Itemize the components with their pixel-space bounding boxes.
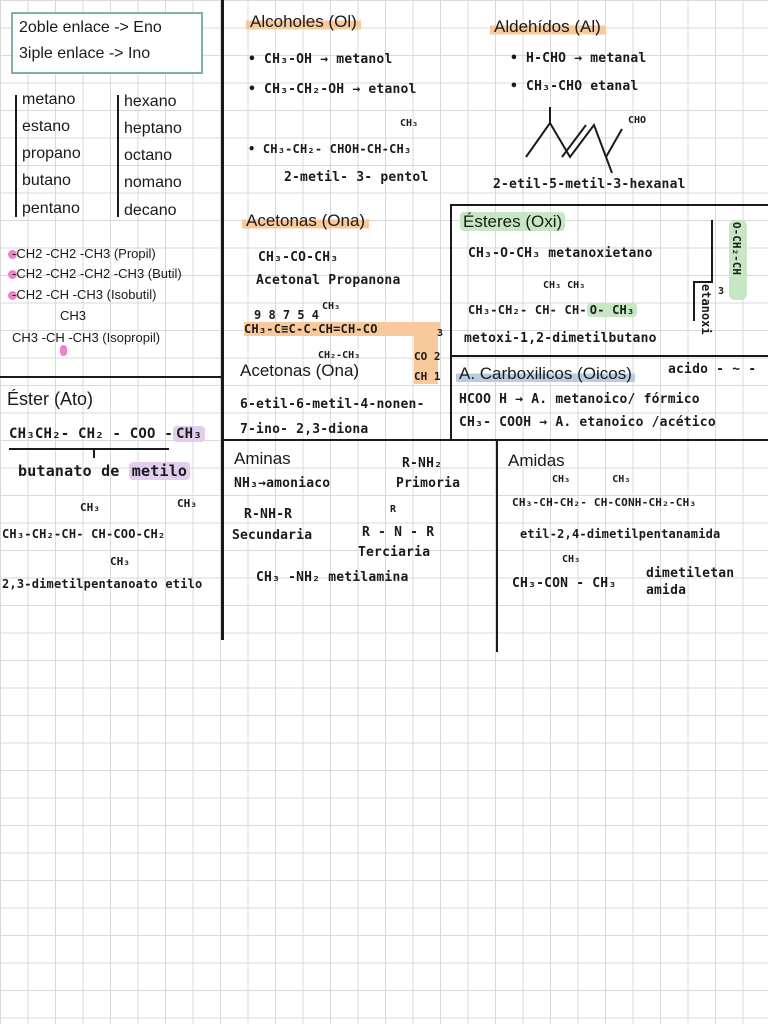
- aldehydes-skeletal-name: 2-etil-5-metil-3-hexanal: [493, 177, 686, 192]
- alcoholes-ex1: • CH₃-OH → metanol: [248, 52, 393, 67]
- ester-ato-ex-sub2: CH₃: [177, 497, 197, 510]
- aminas-sec-formula: R-NH-R: [244, 507, 293, 522]
- rules-box: [11, 12, 203, 74]
- rule-triple-bond: 3iple enlace -> Ino: [19, 45, 151, 62]
- acetonas1-chain-right-ch1: CH 1: [414, 370, 441, 383]
- amidas-ex1: CH₃-CH-CH₂- CH-CONH-CH₂-CH₃: [512, 496, 697, 509]
- marker-dot: [60, 345, 67, 356]
- amidas-ex1-name: etil-2,4-dimetilpentanamida: [520, 527, 721, 541]
- aminas-ter-sub: R: [390, 504, 397, 515]
- esteres-side-vertical: O-CH₂-CH: [730, 222, 743, 275]
- amidas-ex2: CH₃-CON - CH₃: [512, 576, 617, 591]
- acetonas1-ex1-name: Acetonal Propanona: [256, 273, 401, 288]
- alcoholes-title-text: Alcoholes (Ol): [246, 12, 361, 31]
- alcoholes-ex3-name: 2-metil- 3- pentol: [284, 170, 429, 185]
- ester-ato-formula-main: CH₃CH₂- CH₂ - COO -: [9, 426, 173, 442]
- esteres-side-bracket-h: [693, 281, 713, 283]
- radical-isobutil: -CH2 -CH -CH3 (Isobutil): [12, 287, 157, 302]
- aldehidos-title: [490, 17, 605, 37]
- alkane-bracket-left: [15, 95, 17, 217]
- amidas-ex2-sub: CH₃: [562, 554, 581, 565]
- esteres-side-bracket: [711, 220, 713, 282]
- ester-ato-formula-hl: CH₃: [173, 426, 205, 442]
- divider-horizontal-top-right: [450, 204, 768, 206]
- aminas-prim-formula: R-NH₂: [402, 456, 443, 471]
- esteres-title-text: Ésteres (Oxi): [460, 212, 565, 231]
- aminas-ex1: NH₃→amoniaco: [234, 476, 331, 491]
- esteres-side-bracket-v2: [693, 281, 695, 321]
- radical-propil: -CH2 -CH2 -CH3 (Propil): [12, 246, 156, 261]
- alkane-item: estano: [22, 118, 71, 135]
- ester-ato-name-main: butanato de: [18, 462, 120, 480]
- ester-ato-ex-name: 2,3-dimetilpentanoato etilo: [2, 577, 203, 591]
- carboxilicos-ex1: HCOO H → A. metanoico/ fórmico: [459, 392, 700, 407]
- acetonas1-ex1: CH₃-CO-CH₃: [258, 250, 339, 265]
- carboxilicos-title-text: A. Carboxilicos (Oicos): [456, 364, 635, 383]
- acetonas1-numbers: 9 8 7 5 4: [254, 308, 320, 322]
- ester-ato-name-hl: metilo: [129, 462, 190, 480]
- alkane-item: octano: [124, 147, 173, 164]
- alcoholes-ex3-sub: CH₃: [400, 118, 419, 129]
- acetonas1-sub-top: CH₃: [322, 301, 341, 312]
- aminas-ex2: CH₃ -NH₂ metilamina: [256, 570, 409, 585]
- acetonas1-sub-bottom: CH₂-CH₃: [318, 350, 361, 361]
- ester-ato-name: [18, 462, 190, 480]
- amidas-ex2-name2: amida: [646, 583, 687, 598]
- acetonas1-title: [242, 211, 369, 231]
- alkane-item: metano: [22, 91, 76, 108]
- esteres-chain: [468, 303, 637, 317]
- divider-horizontal-center: [222, 439, 768, 441]
- alcoholes-ex3: • CH₃-CH₂- CHOH-CH-CH₃: [248, 142, 412, 156]
- alkane-bracket-mid: [117, 95, 119, 217]
- ester-ato-formula: [9, 426, 205, 442]
- aminas-title: Aminas: [234, 449, 291, 468]
- carboxilicos-aside: acido - ~ -: [668, 362, 757, 377]
- alkane-item: propano: [22, 145, 81, 162]
- divider-vertical-right: [496, 440, 498, 652]
- ester-ato-tick: [93, 448, 95, 458]
- aldehidos-title-text: Aldehídos (Al): [490, 17, 605, 36]
- alkane-item: butano: [22, 172, 71, 189]
- amidas-ex2-name1: dimetiletan: [646, 566, 735, 581]
- acetonas2-name2: 7-ino- 2,3-diona: [240, 422, 369, 437]
- esteres-name: metoxi-1,2-dimetilbutano: [464, 331, 657, 346]
- esteres-chain-hl: O- CH₃: [587, 303, 638, 317]
- aldehydes-cho-label: CHO: [628, 115, 647, 126]
- acetonas1-chain-right-3: 3: [437, 328, 444, 339]
- esteres-ex1: CH₃-O-CH₃ metanoxietano: [468, 246, 653, 261]
- aminas-ter-formula: R - N - R: [362, 525, 435, 540]
- acetonas1-title-text: Acetonas (Ona): [242, 211, 369, 230]
- ester-ato-title: Éster (Ato): [7, 389, 94, 409]
- alkane-item: nomano: [124, 174, 182, 191]
- aminas-ter-label: Terciaria: [358, 545, 431, 560]
- alkane-item: hexano: [124, 93, 177, 110]
- esteres-chain-main: CH₃-CH₂- CH- CH-: [468, 303, 587, 317]
- acetonas1-chain-right-co2: CO 2: [414, 350, 441, 363]
- ester-ato-ex-sub1: CH₃: [80, 501, 100, 514]
- aminas-prim-label: Primoria: [396, 476, 461, 491]
- alcoholes-title: [246, 12, 361, 32]
- esteres-sub: CH₃ CH₃: [543, 280, 586, 291]
- rule-double-bond: 2oble enlace -> Eno: [19, 19, 162, 36]
- acetonas2-title: Acetonas (Ona): [240, 361, 360, 380]
- carboxilicos-ex2: CH₃- COOH → A. etanoico /acético: [459, 415, 716, 430]
- radical-isobutil-sub: CH3: [60, 308, 87, 323]
- aminas-sec-label: Secundaria: [232, 528, 313, 543]
- alkane-item: decano: [124, 202, 177, 219]
- amidas-title: Amidas: [508, 451, 565, 470]
- esteres-title: [460, 212, 565, 232]
- ester-ato-underline: [9, 448, 169, 450]
- aldehidos-ex1: • H-CHO → metanal: [510, 51, 647, 66]
- aldehidos-ex2: • CH₃-CHO etanal: [510, 79, 639, 94]
- divider-vertical-left: [221, 0, 224, 640]
- divider-horizontal-mid-right: [450, 355, 768, 357]
- divider-vertical-mid: [450, 204, 452, 440]
- alkane-item: pentano: [22, 200, 80, 217]
- esteres-side-label: etanoxi: [699, 284, 713, 335]
- alcoholes-ex2: • CH₃-CH₂-OH → etanol: [248, 82, 417, 97]
- esteres-side-sub: 3: [718, 286, 725, 297]
- acetonas1-chain: CH₃-C≡C-C-CH=CH-CO: [244, 322, 378, 336]
- acetonas2-name1: 6-etil-6-metil-4-nonen-: [240, 397, 425, 412]
- alkane-item: heptano: [124, 120, 182, 137]
- ester-ato-ex-sub3: CH₃: [110, 555, 130, 568]
- radical-isopropil: CH3 -CH -CH3 (Isopropil): [12, 330, 161, 345]
- carboxilicos-title: [456, 364, 635, 384]
- ester-ato-ex-formula: CH₃-CH₂-CH- CH-COO-CH₂: [2, 527, 166, 541]
- divider-horizontal-left: [0, 376, 222, 378]
- radical-butil: -CH2 -CH2 -CH2 -CH3 (Butil): [12, 266, 182, 281]
- amidas-sub: CH₃ CH₃: [552, 474, 631, 485]
